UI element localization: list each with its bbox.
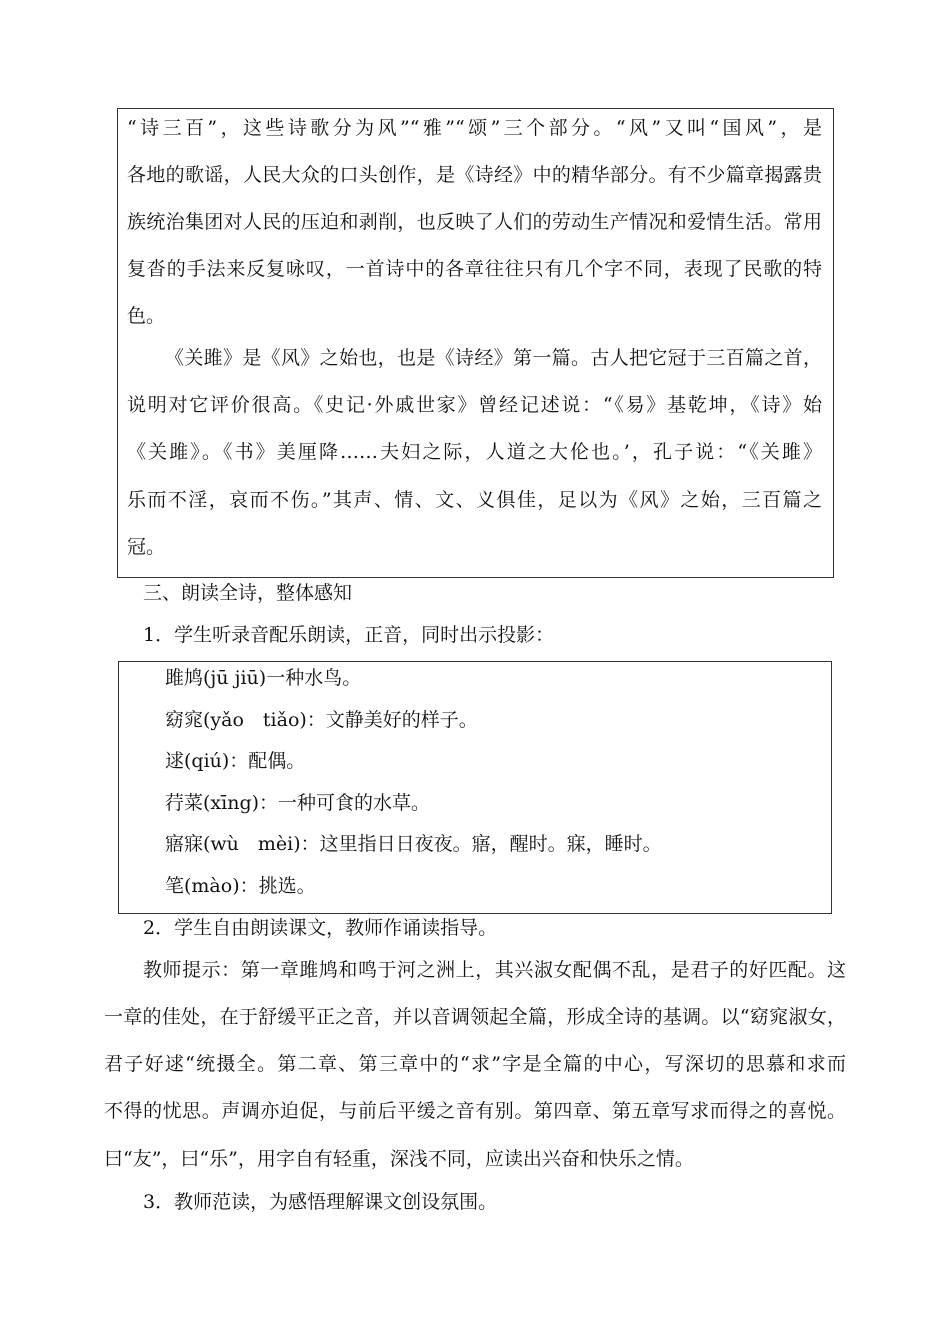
box1-line-5: 色。 bbox=[127, 305, 166, 327]
item-1: 1．学生听录音配乐朗读，正音，同时出示投影： bbox=[143, 624, 555, 646]
box1-line-10: 冠。 bbox=[127, 536, 166, 558]
vocab-line-1: 雎鸠(jū jiū)一种水鸟。 bbox=[165, 667, 362, 689]
box1-line-8: 《关雎》。《书》美厘降……夫妇之际，人道之大伦也。’，孔子说：“《关雎》 bbox=[127, 441, 822, 463]
tip-line-3: 君子好逑“统摄全。第二章、第三章中的“求”字是全篇的中心，写深切的思慕和求而 bbox=[104, 1053, 846, 1075]
section-heading: 三、朗读全诗，整体感知 bbox=[143, 582, 353, 604]
vocab-line-5: 寤寐(wù mèi)：这里指日日夜夜。寤，醒时。寐，睡时。 bbox=[165, 833, 662, 855]
box1-line-2: 各地的歌谣，人民大众的口头创作，是《诗经》中的精华部分。有不少篇章揭露贵 bbox=[127, 164, 822, 186]
vocab-line-4: 荇菜(xīng)：一种可食的水草。 bbox=[165, 792, 431, 814]
tip-line-4: 不得的忧思。声调亦迫促，与前后平缓之音有别。第四章、第五章写求而得之的喜悦。 bbox=[104, 1100, 846, 1122]
tip-line-2: 一章的佳处，在于舒缓平正之音，并以音调领起全篇，形成全诗的基调。以“窈窕淑女， bbox=[104, 1006, 846, 1028]
box1-line-4: 复沓的手法来反复咏叹，一首诗中的各章往往只有几个字不同，表现了民歌的特 bbox=[127, 258, 822, 280]
box1-line-7: 说明对它评价很高。《史记·外戚世家》曾经记述说：“《易》基乾坤，《诗》始 bbox=[127, 394, 822, 416]
vocab-line-3: 逑(qiú)：配偶。 bbox=[165, 750, 306, 772]
vocab-line-6: 笔(mào)：挑选。 bbox=[165, 875, 316, 897]
tip-line-1: 教师提示：第一章雎鸠和鸣于河之洲上，其兴淑女配偶不乱，是君子的好匹配。这 bbox=[143, 959, 846, 981]
tip-line-5: 曰“友”，曰“乐”，用字自有轻重，深浅不同，应读出兴奋和快乐之情。 bbox=[104, 1148, 694, 1170]
vocab-line-2: 窈窕(yǎo tiǎo)：文静美好的样子。 bbox=[165, 709, 478, 731]
box1-line-3: 族统治集团对人民的压迫和剥削，也反映了人们的劳动生产情况和爱情生活。常用 bbox=[127, 211, 822, 233]
box1-line-1: “诗三百”，这些诗歌分为风”“雅”“颂”三个部分。“风”又叫“国风”，是 bbox=[127, 117, 822, 139]
item-2: 2．学生自由朗读课文，教师作诵读指导。 bbox=[143, 917, 498, 939]
item-3: 3．教师范读，为感悟理解课文创设氛围。 bbox=[143, 1191, 498, 1213]
box1-line-6: 《关雎》是《风》之始也，也是《诗经》第一篇。古人把它冠于三百篇之首， bbox=[165, 347, 822, 369]
box1-line-9: 乐而不淫，哀而不伤。”其声、情、文、义俱佳，足以为《风》之始，三百篇之 bbox=[127, 489, 822, 511]
